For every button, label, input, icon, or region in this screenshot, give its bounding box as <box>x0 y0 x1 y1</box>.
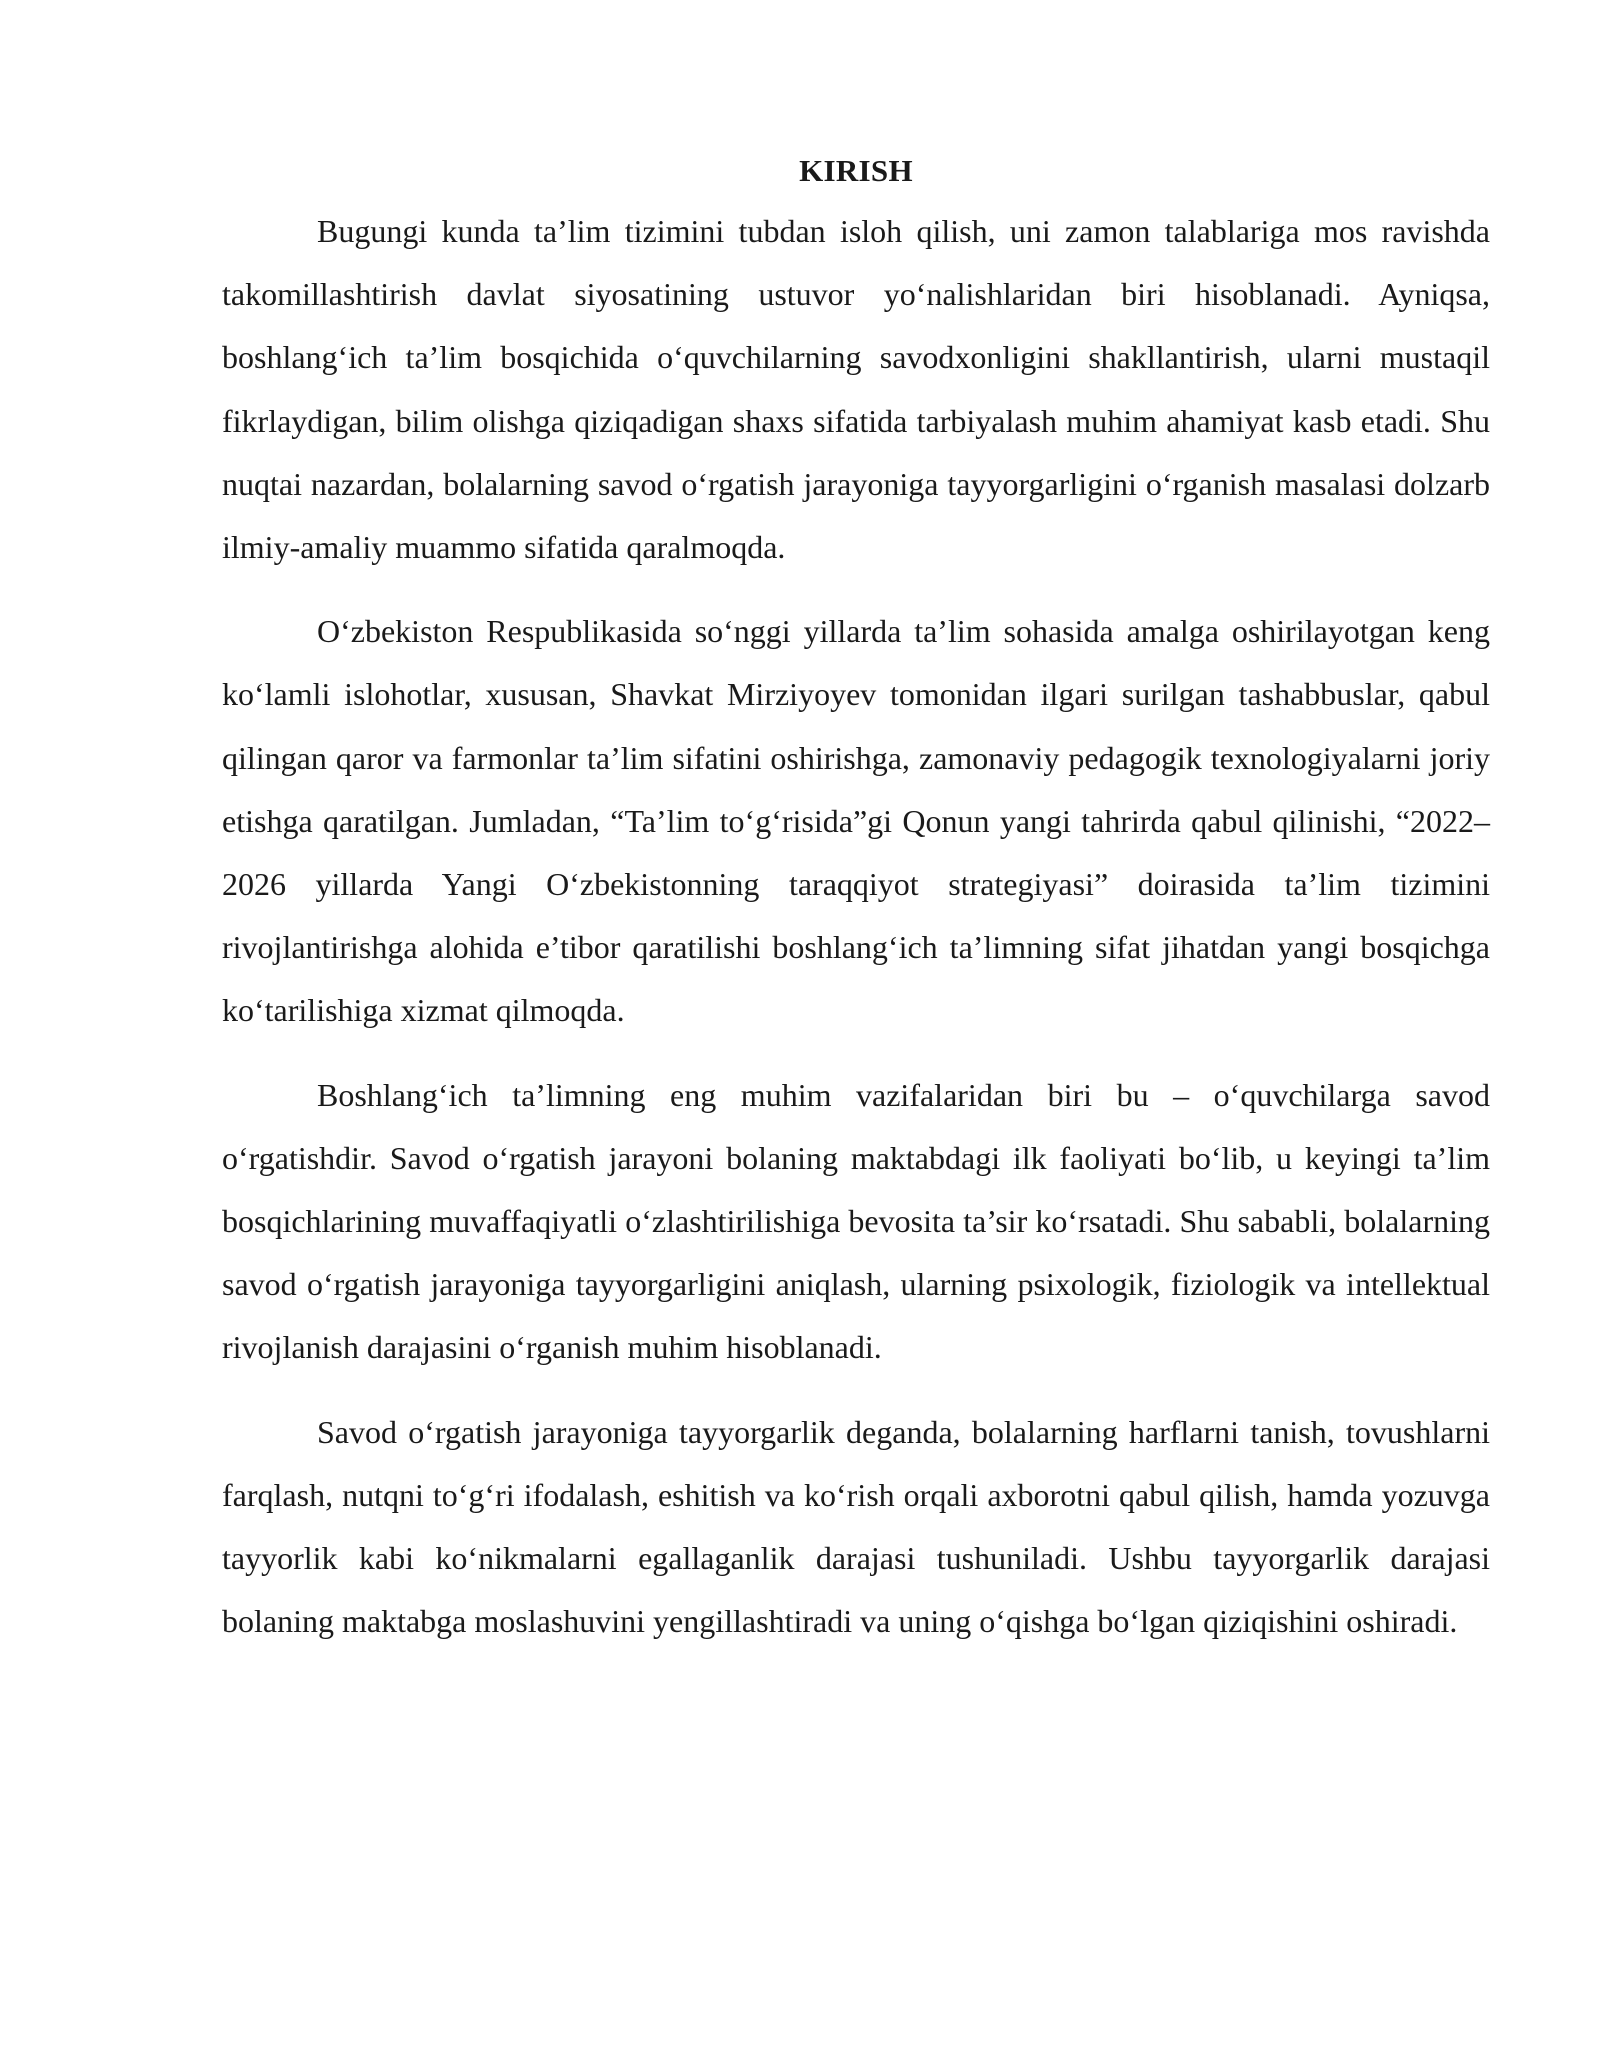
paragraph-1: Bugungi kunda ta’lim tizimini tubdan isloh qilish, uni zamon talablariga mos ravishda takomillashtirish davlat siyosatining ustuvor yo‘nalishlaridan biri hisoblanadi. Ayniqsa, boshlang‘ich ta’lim bosqichida o‘quvchilarning savodxonligini shakllantirish, ularni mustaqil fikrlaydigan, bilim olishga qiziqadigan shaxs sifatida tarbiyalash muhim ahamiyat kasb etadi. Shu nuqtai nazardan, bolalarning savod o‘rgatish jarayoniga tayyorgarligini o‘rganish masalasi dolzarb ilmiy-amaliy muammo sifatida qaralmoqda. <box>222 213 1490 566</box>
paragraph-3: Boshlang‘ich ta’limning eng muhim vazifalaridan biri bu – o‘quvchilarga savod o‘rgatishdir. Savod o‘rgatish jarayoni bolaning maktabdagi ilk faoliyati bo‘lib, u keyingi ta’lim bosqichlarining muvaffaqiyatli o‘zlashtirilishiga bevosita ta’sir ko‘rsatadi. Shu sababli, bolalarning savod o‘rgatish jarayoniga tayyorgarligini aniqlash, ularning psixologik, fiziologik va intellektual rivojlanish darajasini o‘rganish muhim hisoblanadi. <box>222 1076 1490 1366</box>
paragraph-2: O‘zbekiston Respublikasida so‘nggi yillarda ta’lim sohasida amalga oshirilayotgan keng ko‘lamli islohotlar, xususan, Shavkat Mirziyoyev tomonidan ilgari surilgan tashabbuslar, qabul qilingan qaror va farmonlar ta’lim sifatini oshirishga, zamonaviy pedagogik texnologiyalarni joriy etishga qaratilgan. Jumladan, “Ta’lim to‘g‘risida”gi Qonun yangi tahrirda qabul qilinishi, “2022–2026 yillarda Yangi O‘zbekistonning taraqqiyot strategiyasi” doirasida ta’lim tizimini rivojlantirishga alohida e’tibor qaratilishi boshlang‘ich ta’limning sifat jihatdan yangi bosqichga ko‘tarilishiga xizmat qilmoqda. <box>222 613 1490 1029</box>
document-title: KIRISH <box>799 153 913 188</box>
paragraph-4: Savod o‘rgatish jarayoniga tayyorgarlik deganda, bolalarning harflarni tanish, tovushlarni farqlash, nutqni to‘g‘ri ifodalash, eshitish va ko‘rish orqali axborotni qabul qilish, hamda yozuvga tayyorlik kabi ko‘nikmalarni egallaganlik darajasi tushuniladi. Ushbu tayyorgarlik darajasi bolaning maktabga moslashuvini yengillashtiradi va uning o‘qishga bo‘lgan qiziqishini oshiradi. <box>222 1413 1490 1640</box>
document-body <box>222 146 1490 1674</box>
